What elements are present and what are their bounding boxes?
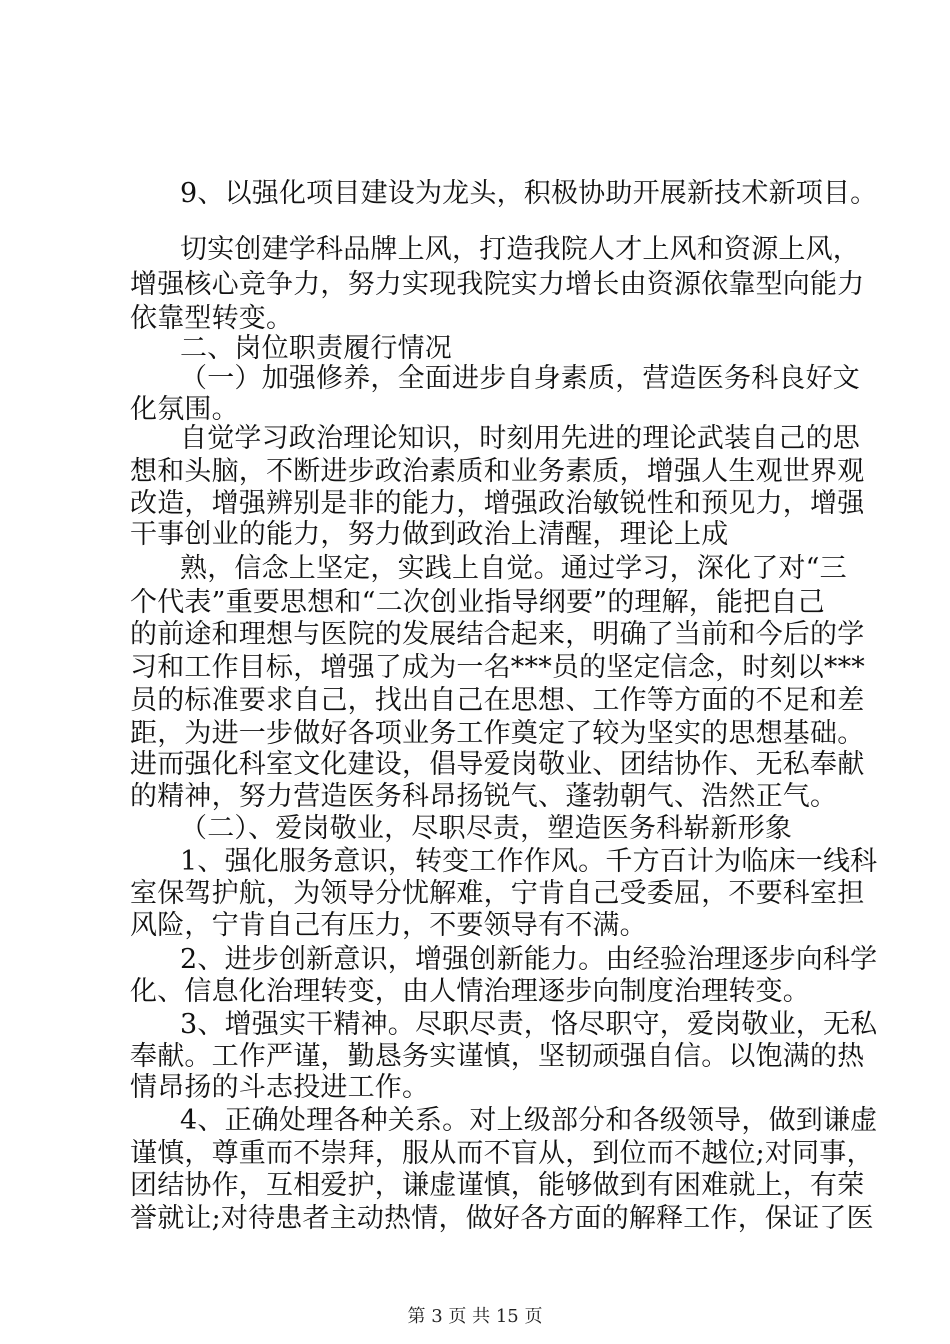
text-line: 员的标准要求自己，找出自己在思想、工作等方面的不足和差	[130, 685, 865, 716]
text-line: 增强核心竞争力，努力实现我院实力增长由资源依靠型向能力	[130, 269, 865, 300]
text-line: 进而强化科室文化建设，倡导爱岗敬业、团结协作、无私奉献	[130, 749, 865, 780]
text-line: 化、信息化治理转变，由人情治理逐步向制度治理转变。	[130, 976, 810, 1007]
page-number-footer: 第 3 页 共 15 页	[407, 1306, 543, 1327]
text-line: 熟，信念上坚定，实践上自觉。通过学习，深化了对“三	[180, 553, 847, 584]
text-line: 的精神，努力营造医务科昂扬锐气、蓬勃朝气、浩然正气。	[130, 781, 838, 812]
text-line: 距，为进一步做好各项业务工作奠定了较为坚实的思想基础。	[130, 718, 865, 749]
text-line: 2、进步创新意识，增强创新能力。由经验治理逐步向科学	[180, 944, 878, 975]
text-line: 奉献。工作严谨，勤恳务实谨慎，坚韧顽强自信。以饱满的热	[130, 1041, 865, 1072]
text-line: 自觉学习政治理论知识，时刻用先进的理论武装自己的思	[180, 423, 860, 454]
text-line: 谨慎，尊重而不崇拜，服从而不盲从，到位而不越位;对同事，	[130, 1138, 874, 1169]
text-line: 室保驾护航，为领导分忧解难，宁肯自己受委屈，不要科室担	[130, 878, 865, 909]
text-line: 切实创建学科品牌上风，打造我院人才上风和资源上风，	[180, 234, 860, 265]
text-line: 的前途和理想与医院的发展结合起来，明确了当前和今后的学	[130, 619, 865, 650]
text-line: 3、增强实干精神。尽职尽责，恪尽职守，爱岗敬业，无私	[180, 1009, 878, 1040]
text-line: 化氛围。	[130, 394, 239, 425]
text-line: 改造，增强辨别是非的能力，增强政治敏锐性和预见力，增强	[130, 488, 865, 519]
text-line: 情昂扬的斗志投进工作。	[130, 1072, 430, 1103]
text-line: 1、强化服务意识，转变工作作风。千方百计为临床一线科	[180, 846, 878, 877]
text-line: 4、正确处理各种关系。对上级部分和各级领导，做到谦虚	[180, 1105, 878, 1136]
text-line: 个代表”重要思想和“二次创业指导纲要”的理解，能把自己	[130, 587, 825, 618]
subsection-heading: （一）加强修养，全面进步自身素质，营造医务科良好文	[180, 363, 860, 394]
text-line: 习和工作目标，增强了成为一名***员的坚定信念，时刻以***	[130, 652, 865, 683]
text-line: 9、以强化项目建设为龙头，积极协助开展新技术新项目。	[180, 178, 878, 209]
text-line: 依靠型转变。	[130, 303, 294, 334]
subsection-heading: （二）、爱岗敬业，尽职尽责，塑造医务科崭新形象	[180, 813, 793, 844]
section-heading: 二、岗位职责履行情况	[180, 333, 452, 364]
text-line: 团结协作，互相爱护，谦虚谨慎，能够做到有困难就上，有荣	[130, 1170, 865, 1201]
text-line: 风险，宁肯自己有压力，不要领导有不满。	[130, 910, 647, 941]
text-line: 想和头脑，不断进步政治素质和业务素质，增强人生观世界观	[130, 456, 865, 487]
text-line: 干事创业的能力，努力做到政治上清醒，理论上成	[130, 519, 729, 550]
text-line: 誉就让;对待患者主动热情，做好各方面的解释工作，保证了医	[130, 1203, 874, 1234]
